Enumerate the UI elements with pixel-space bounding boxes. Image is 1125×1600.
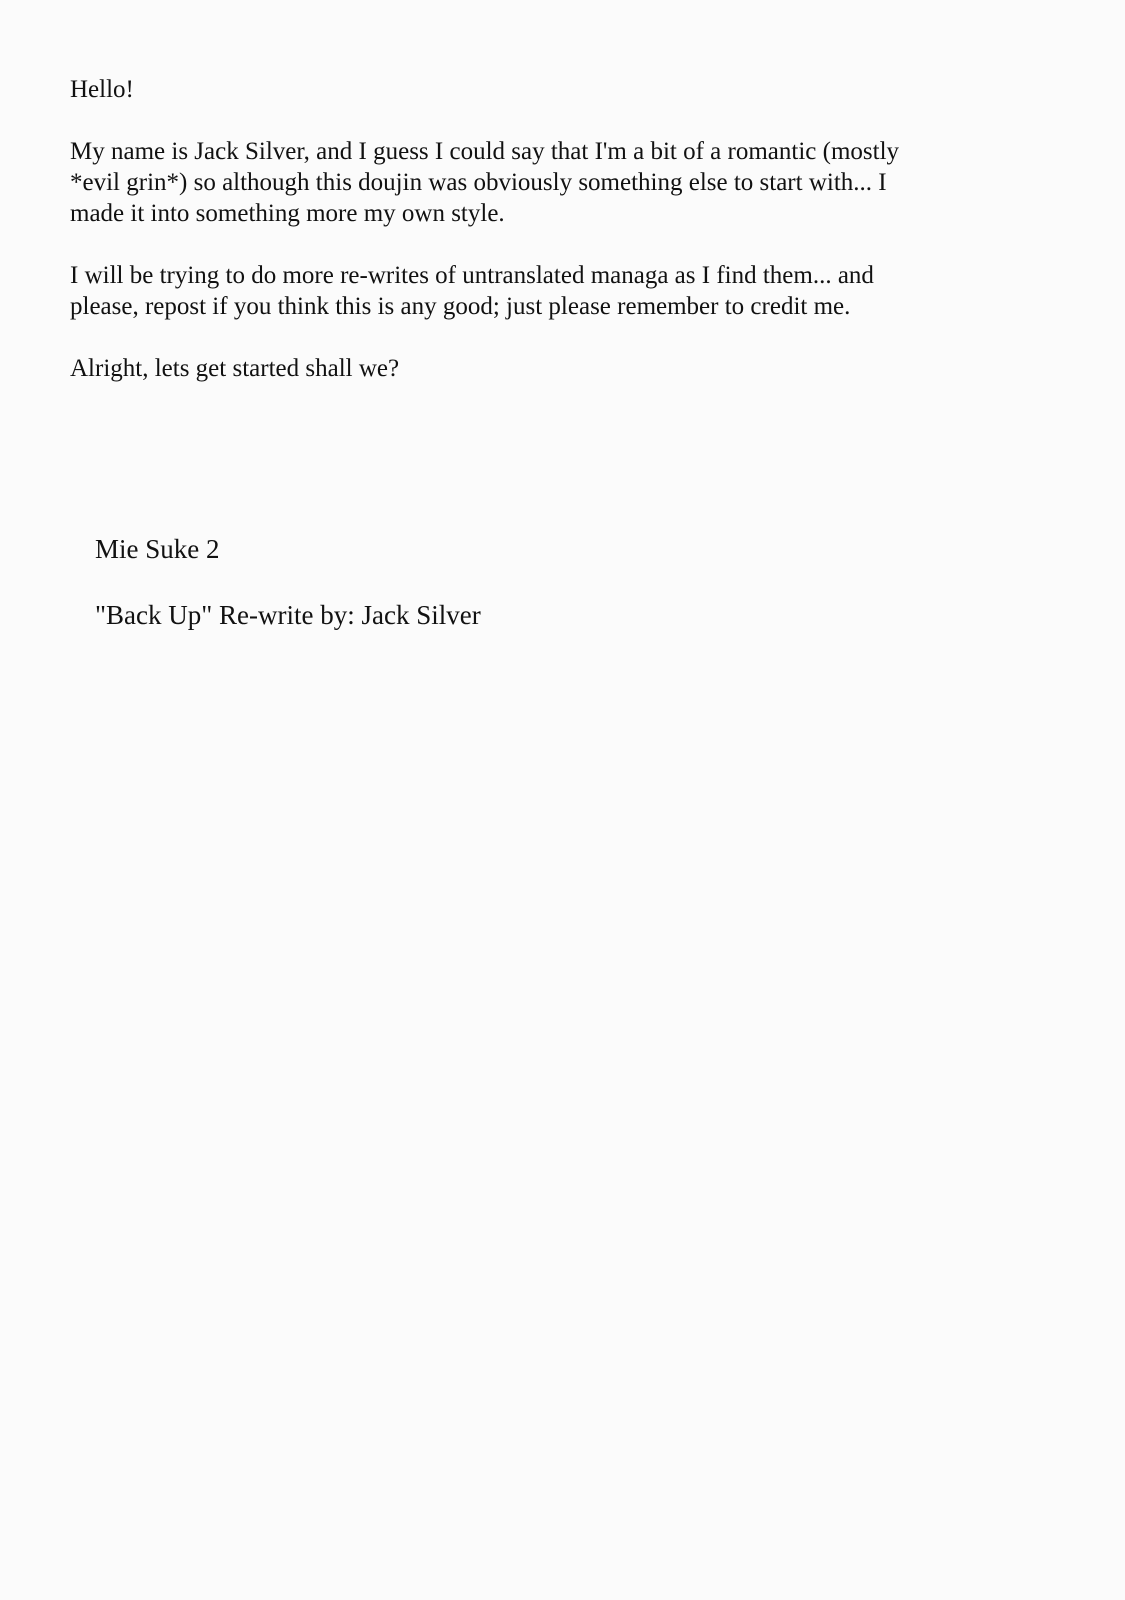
greeting-text: Hello! (70, 76, 134, 103)
closing-text: Alright, lets get started shall we? (70, 355, 400, 382)
series-title: Mie Suke 2 (95, 534, 220, 564)
title-block (95, 533, 995, 632)
intro-paragraph-1: My name is Jack Silver, and I guess I could say that I'm a bit of a romantic (mostly *evil grin*) so although this doujin was obviously something else to start with... I made it into something more my own style. (70, 138, 900, 227)
intro-section (70, 74, 1030, 415)
intro-paragraph-2: I will be trying to do more re-writes of untranslated managa as I find them... and please, repost if you think this is any good; just please remember to credit me. (70, 262, 874, 320)
rewrite-credit: "Back Up" Re-write by: Jack Silver (95, 600, 481, 630)
